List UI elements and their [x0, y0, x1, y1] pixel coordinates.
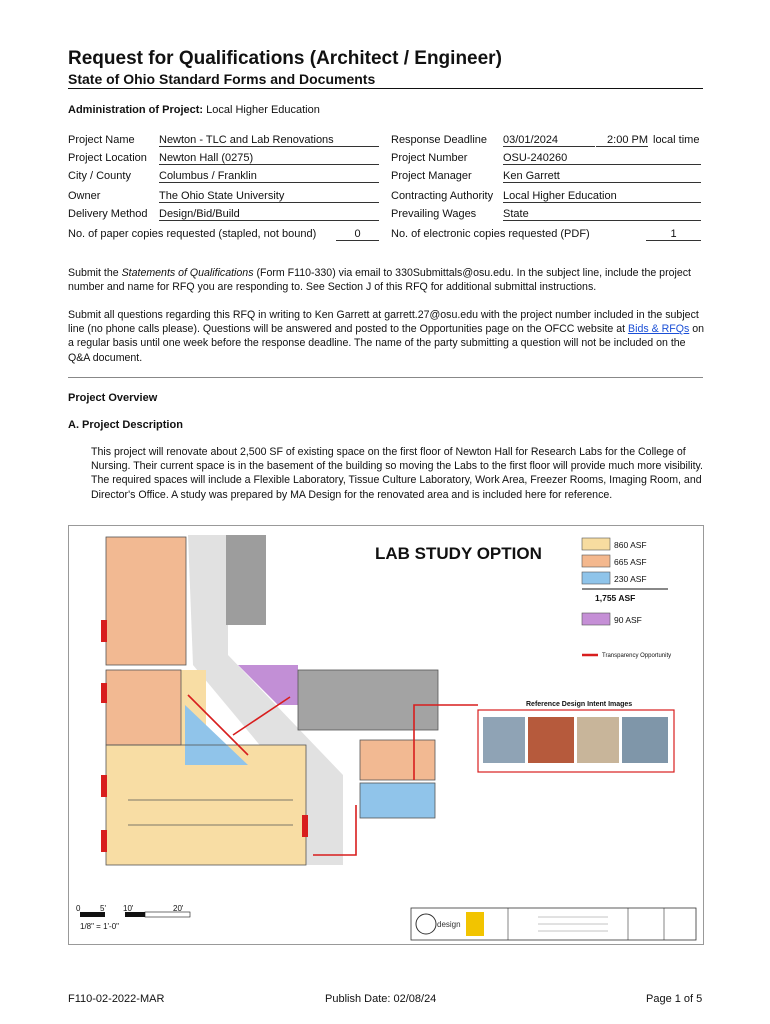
electronic-copies-label: No. of electronic copies requested (PDF): [391, 228, 590, 240]
admin-label: Administration of Project:: [68, 104, 204, 116]
legend-swatch-230: [582, 572, 610, 584]
bids-rfqs-link[interactable]: Bids & RFQs: [628, 323, 690, 336]
response-deadline-label: Response Deadline: [391, 134, 488, 146]
scale-tick-0: 0: [76, 904, 81, 913]
logo-text: design: [437, 920, 461, 929]
plan-title: LAB STUDY OPTION: [375, 544, 542, 563]
para1-italic: Statements of Qualifications: [121, 267, 254, 279]
project-number-label: Project Number: [391, 152, 468, 164]
prevailing-wages-value: State: [503, 208, 701, 221]
electronic-copies-value: 1: [646, 228, 701, 241]
header-divider: [68, 88, 703, 89]
page-title: Request for Qualifications (Architect / Engineer): [68, 48, 502, 69]
para1-post: (Form F110-330) via email to 330Submittals@osu.edu. In the subject line, include the project number and name for RFQ you are responding to. See Section J of this RFQ for additional submittal instructions.: [68, 267, 691, 294]
response-deadline-date: 03/01/2024: [503, 134, 595, 147]
reference-image-2: [528, 717, 574, 763]
publish-date: Publish Date: 02/08/24: [325, 993, 437, 1005]
reference-image-4: [622, 717, 668, 763]
lab-study-floor-plan: [68, 525, 704, 945]
submittal-instructions: [68, 266, 708, 294]
response-deadline-suffix: local time: [653, 134, 700, 146]
project-overview-heading: Project Overview: [68, 392, 158, 404]
project-description: This project will renovate about 2,500 SF of existing space on the first floor of Newton Hall for Research Labs for the College of Nursing. Their current space is in the basement of the building so moving the Labs to the first floor will provide much more visibility. The required spaces will include a Flexible Laboratory, Tissue Culture Laboratory, Work Area, Freezer Rooms, Imaging Room, and Director's Office. A study was prepared by MA Design for the renovated area and is included here for reference.: [91, 446, 703, 501]
owner-value: The Ohio State University: [159, 190, 379, 203]
reference-title: Reference Design Intent Images: [526, 701, 633, 708]
project-location-value: Newton Hall (0275): [159, 152, 379, 165]
administration-line: [68, 104, 320, 116]
paper-copies-value: 0: [336, 228, 379, 241]
para2-post: on a regular basis until one week before the response deadline. The name of the party submitting a question will not be included on the Q&A document.: [68, 323, 704, 364]
para2-pre: Submit all questions regarding this RFQ in writing to Ken Garrett at garrett.27@osu.edu with the project number included in the subject line (no phone calls please). Questions will be answered and posted to the Opportunities page on the OFCC website at: [68, 309, 699, 336]
legend-total: 1,755 ASF: [595, 593, 636, 603]
owner-label: Owner: [68, 190, 101, 202]
form-id: F110-02-2022-MAR: [68, 993, 165, 1005]
questions-instructions: [68, 308, 708, 365]
project-location-label: Project Location: [68, 152, 147, 164]
scale-tick-5: 5': [100, 904, 106, 913]
project-manager-label: Project Manager: [391, 170, 472, 182]
contracting-authority-label: Contracting Authority: [391, 190, 494, 202]
project-name-value: Newton - TLC and Lab Renovations: [159, 134, 379, 147]
section-a-heading: A. Project Description: [68, 419, 183, 431]
reference-image-1: [483, 717, 525, 763]
city-county-value: Columbus / Franklin: [159, 170, 379, 183]
contracting-authority-value: Local Higher Education: [503, 190, 701, 203]
city-county-label: City / County: [68, 170, 131, 182]
legend-label-860: 860 ASF: [614, 540, 647, 550]
admin-value: Local Higher Education: [206, 104, 320, 116]
legend-swatch-665: [582, 555, 610, 567]
legend-label-665: 665 ASF: [614, 557, 647, 567]
page-number: Page 1 of 5: [646, 993, 703, 1005]
legend-label-90: 90 ASF: [614, 615, 642, 625]
title-block: [411, 908, 696, 940]
section-divider: [68, 377, 703, 378]
delivery-method-value: Design/Bid/Build: [159, 208, 379, 221]
legend-swatch-90: [582, 613, 610, 625]
response-deadline-time: 2:00 PM: [596, 134, 648, 147]
project-name-label: Project Name: [68, 134, 135, 146]
legend-label-230: 230 ASF: [614, 574, 647, 584]
paper-copies-label: No. of paper copies requested (stapled, not bound): [68, 228, 317, 240]
delivery-method-label: Delivery Method: [68, 208, 148, 220]
scale-tick-20: 20': [173, 904, 184, 913]
prevailing-wages-label: Prevailing Wages: [391, 208, 477, 220]
project-manager-value: Ken Garrett: [503, 170, 701, 183]
legend-transparency: Transparency Opportunity: [602, 653, 672, 659]
scale-label: 1/8" = 1'-0": [80, 922, 120, 931]
scale-tick-10: 10': [123, 904, 134, 913]
page-subtitle: State of Ohio Standard Forms and Documents: [68, 71, 376, 87]
legend-swatch-860: [582, 538, 610, 550]
project-number-value: OSU-240260: [503, 152, 701, 165]
para1-pre: Submit the: [68, 267, 122, 279]
reference-image-3: [577, 717, 619, 763]
